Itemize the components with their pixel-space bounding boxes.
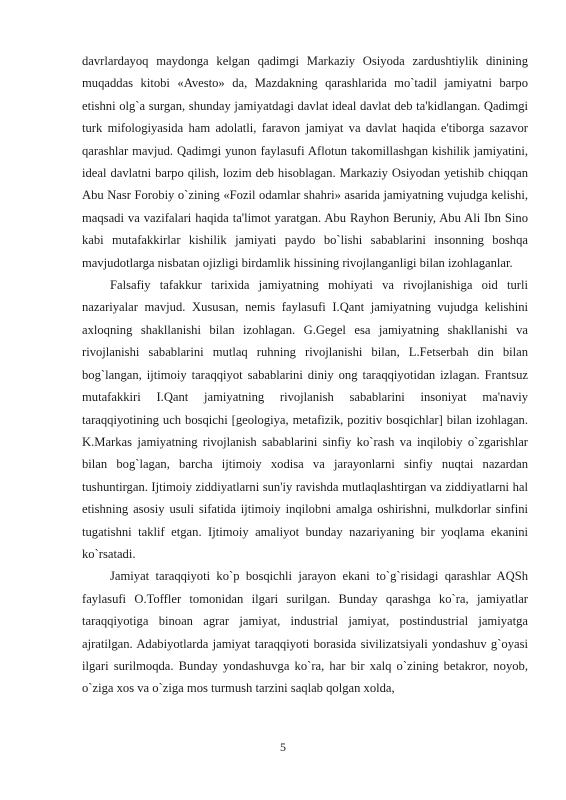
paragraph: Falsafiy tafakkur tarixida jamiyatning mohiyati va rivojlanishiga oid turli nazariyalar mavjud. Xususan, nemis faylasufi I.Qant jamiyatning vujudga kelishini axloqning shakllanishi bilan izohlagan. G.Gegel esa jamiyatning shakllanishi va rivojlanishi sabablarini mutlaq ruhning rivojlanishi bilan, L.Fetserbah din bilan bog`langan, ijtimoiy taraqqiyot sabablarini diniy ong taraqqiyotidan izlagan. Frantsuz mutafakkiri I.Qant jamiyatning rivojlanish sabablarini insoniyat ma'naviy taraqqiyotining uch bosqichi [geologiya, metafizik, pozitiv bosqichlar] bilan izohlagan. K.Markas jamiyatning rivojlanish sabablarini sinfiy ko`rash va inqilobiy o`zgarishlar bilan bog`lagan, barcha ijtimoiy xodisa va jarayonlarni sinfiy nuqtai nazardan tushuntirgan. Ijtimoiy ziddiyatlarni sun'iy ravishda mutlaqlashtirgan va ziddiyatlarni hal etishning asosiy usuli sifatida ijtimoiy inqilobni amalga oshirishni, mulkdorlar sinfini tugatishni taklif etgan. Ijtimoiy amaliyot bunday nazariyaning bir yoqlama ekanini ko`rsatadi. bbox=[82, 278, 528, 561]
paragraph: davrlardayoq maydonga kelgan qadimgi Markaziy Osiyoda zardushtiylik dinining muqaddas kitobi «Avesto» da, Mazdakning qarashlarida mo`tadil jamiyatni barpo etishni olg`a surgan, shunday jamiyatdagi davlat ideal davlat deb ta'kidlangan. Qadimgi turk mifologiyasida ham adolatli, faravon jamiyat va davlat haqida e'tiborga sazavor qarashlar mavjud. Qadimgi yunon faylasufi Aflotun takomillashgan kishilik jamiyatini, ideal davlatni barpo qilish, lozim deb hisoblagan. Markaziy Osiyodan yetishib chiqqan Abu Nasr Forobiy o`zining «Fozil odamlar shahri» asarida jamiyatning vujudga kelishi, maqsadi va vazifalari haqida ta'limot yaratgan. Abu Rayhon Beruniy, Abu Ali Ibn Sino kabi mutafakkirlar kishilik jamiyati paydo bo`lishi sabablarini insonning boshqa mavjudotlarga nisbatan ojizligi birdamlik hissining rivojlanganligi bilan izohlaganlar. bbox=[82, 54, 528, 270]
body-text bbox=[82, 50, 528, 700]
paragraph: Jamiyat taraqqiyoti ko`p bosqichli jarayon ekani to`g`risidagi qarashlar AQSh faylasufi O.Toffler tomonidan ilgari surilgan. Bunday qarashga ko`ra, jamiyatlar taraqqiyotiga binoan agrar jamiyat, industrial jamiyat, postindustrial jamiyatga ajratilgan. Adabiyotlarda jamiyat taraqqiyoti borasida sivilizatsiyali yondashuv g`oyasi ilgari surilmoqda. Bunday yondashuvga ko`ra, har bir xalq o`zining betakror, noyob, o`ziga xos va o`ziga mos turmush tarzini saqlab qolgan xolda, bbox=[82, 569, 528, 696]
page-number: 5 bbox=[280, 740, 286, 754]
